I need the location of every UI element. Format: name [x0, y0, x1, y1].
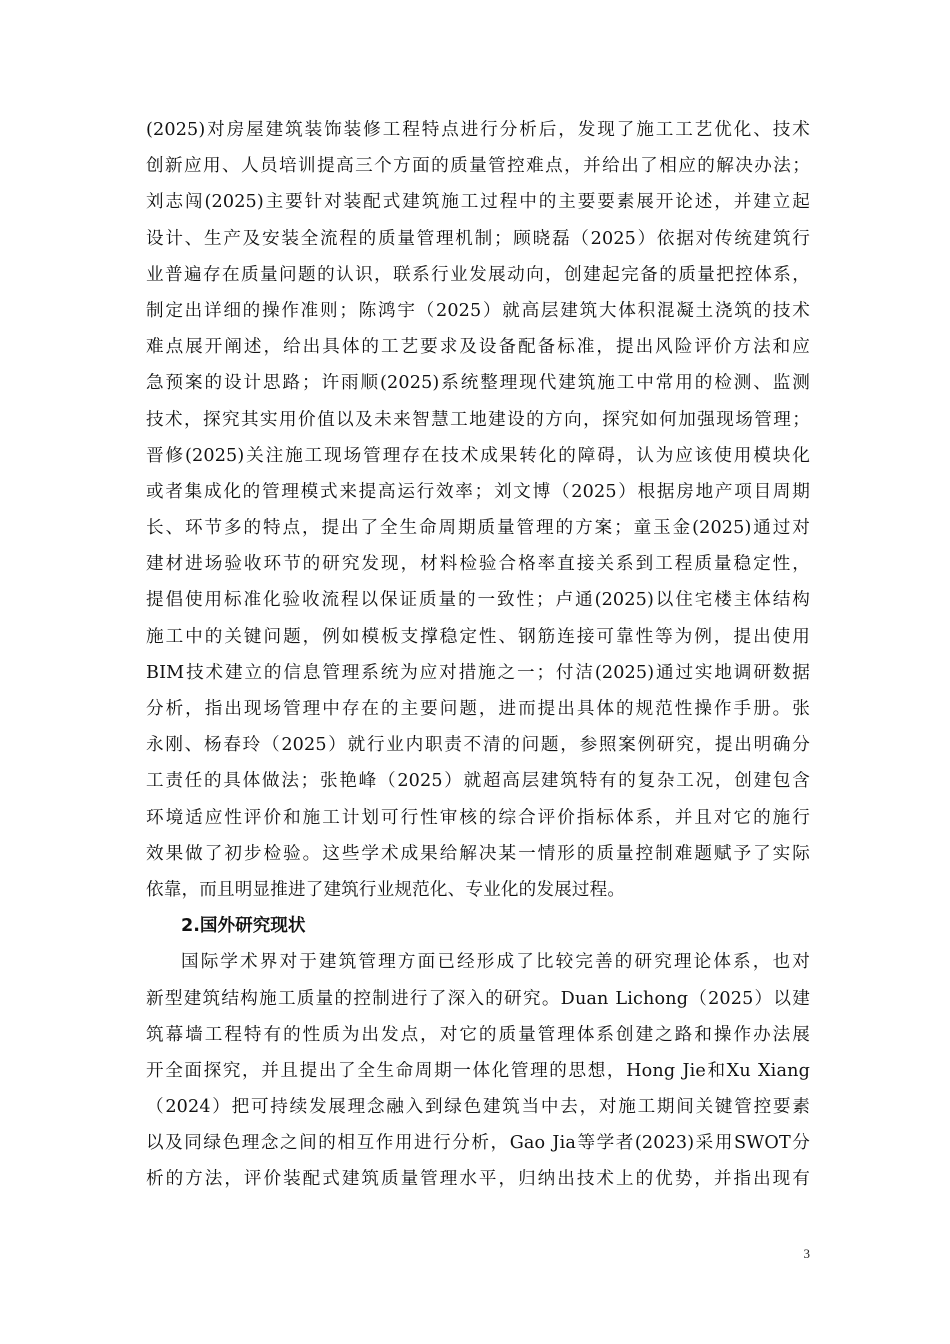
text-line: 建材进场验收环节的研究发现，材料检验合格率直接关系到工程质量稳定性，: [146, 554, 810, 575]
text-line: 急预案的设计思路；许雨顺(2025)系统整理现代建筑施工中常用的检测、监测: [146, 373, 810, 394]
text-line: 刘志闯(2025)主要针对装配式建筑施工过程中的主要要素展开论述，并建立起: [146, 192, 810, 213]
text-line: 环境适应性评价和施工计划可行性审核的综合评价指标体系，并且对它的施行: [146, 807, 810, 828]
section-heading: 2.国外研究现状: [181, 916, 306, 937]
text-line: 设计、生产及安装全流程的质量管理机制；顾晓磊（2025）依据对传统建筑行: [146, 228, 810, 249]
text-line: 或者集成化的管理模式来提高运行效率；刘文博（2025）根据房地产项目周期: [146, 481, 810, 502]
text-line: (2025)对房屋建筑装饰装修工程特点进行分析后，发现了施工工艺优化、技术: [146, 120, 810, 140]
text-line: 创新应用、人员培训提高三个方面的质量管控难点，并给出了相应的解决办法；: [146, 156, 810, 177]
text-line: 业普遍存在质量问题的认识，联系行业发展动向，创建起完备的质量把控体系，: [146, 264, 810, 285]
page-number: 3: [803, 1246, 810, 1261]
text-line: 永刚、杨春玲（2025）就行业内职责不清的问题，参照案例研究，提出明确分: [146, 735, 810, 756]
text-line: 新型建筑结构施工质量的控制进行了深入的研究。Duan Lichong（2025）以建: [146, 988, 810, 1009]
text-line: 制定出详细的操作准则；陈鸿宇（2025）就高层建筑大体积混凝土浇筑的技术: [146, 300, 810, 321]
text-line: 开全面探究，并且提出了全生命周期一体化管理的思想，Hong Jie和Xu Xiang: [146, 1060, 810, 1081]
text-line: 提倡使用标准化验收流程以保证质量的一致性；卢通(2025)以住宅楼主体结构: [146, 590, 810, 611]
text-line: 国际学术界对于建筑管理方面已经形成了比较完善的研究理论体系，也对: [181, 952, 810, 973]
text-line: 依靠，而且明显推进了建筑行业规范化、专业化的发展过程。: [146, 879, 626, 900]
text-line: BIM技术建立的信息管理系统为应对措施之一；付洁(2025)通过实地调研数据: [146, 662, 810, 683]
text-line: 效果做了初步检验。这些学术成果给解决某一情形的质量控制难题赋予了实际: [146, 843, 810, 864]
text-line: 筑幕墙工程特有的性质为出发点，对它的质量管理体系创建之路和操作办法展: [146, 1024, 810, 1045]
text-line: （2024）把可持续发展理念融入到绿色建筑当中去，对施工期间关键管控要素: [146, 1097, 810, 1118]
text-line: 析的方法，评价装配式建筑质量管理水平，归纳出技术上的优势，并指出现有: [146, 1169, 810, 1190]
text-line: 长、环节多的特点，提出了全生命周期质量管理的方案；童玉金(2025)通过对: [146, 518, 810, 539]
text-line: 分析，指出现场管理中存在的主要问题，进而提出具体的规范性操作手册。张: [146, 699, 810, 719]
text-line: 施工中的关键问题，例如模板支撑稳定性、钢筋连接可靠性等为例，提出使用: [146, 626, 810, 647]
domestic-research-paragraph: [146, 112, 810, 908]
text-line: 难点展开阐述，给出具体的工艺要求及设备配备标准，提出风险评价方法和应: [146, 337, 810, 358]
foreign-research-paragraph: [146, 944, 810, 1197]
text-line: 工责任的具体做法；张艳峰（2025）就超高层建筑特有的复杂工况，创建包含: [146, 771, 810, 792]
text-line: 晋修(2025)关注施工现场管理存在技术成果转化的障碍，认为应该使用模块化: [146, 445, 810, 466]
page-body: [146, 112, 810, 1198]
text-line: 技术，探究其实用价值以及未来智慧工地建设的方向，探究如何加强现场管理；: [146, 409, 810, 430]
text-line: 以及同绿色理念之间的相互作用进行分析，Gao Jia等学者(2023)采用SWOT分: [146, 1133, 810, 1154]
